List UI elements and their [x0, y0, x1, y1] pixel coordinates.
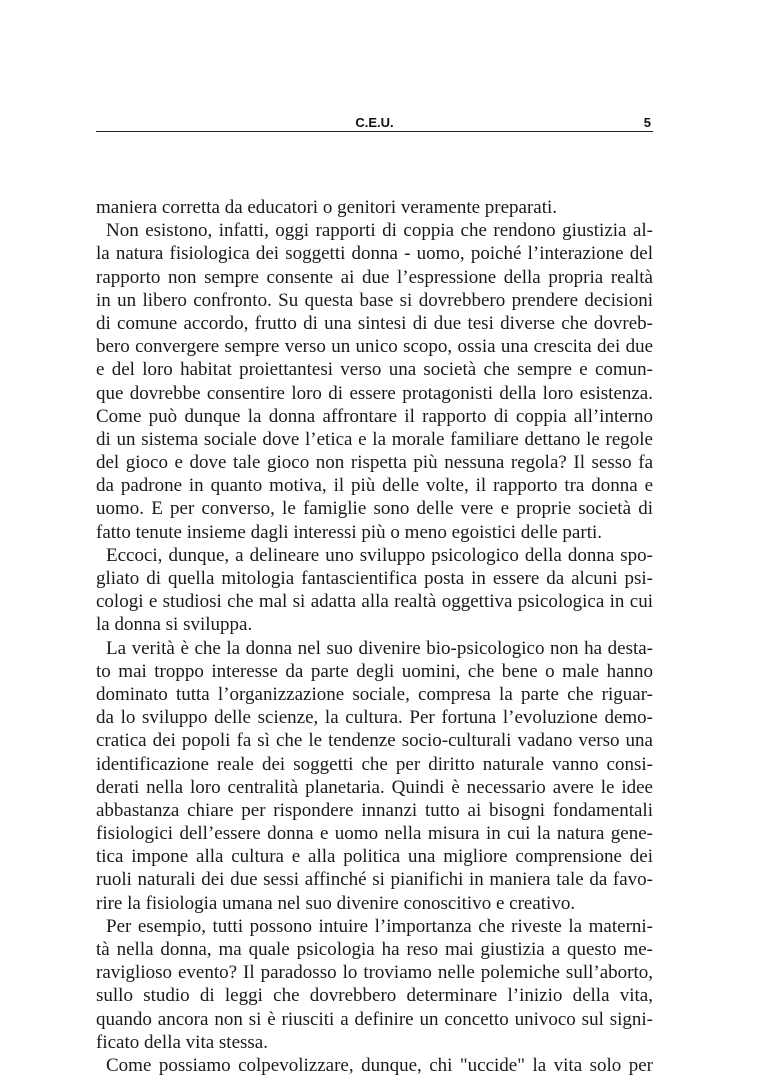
text-line: to mai troppo interesse da parte degli uomini, che bene o male hanno [96, 660, 653, 682]
text-line: Come può dunque la donna affrontare il rapporto di coppia all’interno [96, 405, 653, 427]
running-header [96, 112, 653, 132]
text-line: fatto tenute insieme dagli interessi più o meno egoistici delle parti. [96, 521, 603, 543]
text-line: Non esistono, infatti, oggi rapporti di coppia che rendono giustizia al- [106, 220, 653, 242]
page-number: 5 [643, 115, 651, 130]
text-line: rire la fisiologia umana nel suo divenire conoscitivo e creativo. [96, 892, 576, 914]
text-line: cologi e studiosi che mal si adatta alla realtà oggettiva psicologica in cui [96, 591, 653, 613]
text-line: da lo sviluppo delle scienze, la cultura. Per fortuna l’evoluzione demo- [96, 707, 653, 729]
text-line: ruoli naturali dei due sessi affinché si pianifichi in maniera tale da favo- [96, 869, 653, 891]
text-line: abbastanza chiare per rispondere innanzi tutto ai bisogni fondamentali [96, 799, 653, 821]
text-line: rapporto non sempre consente ai due l’espressione della propria realtà [96, 266, 653, 288]
text-line: raviglioso evento? Il paradosso lo troviamo nelle polemiche sull’aborto, [96, 962, 653, 984]
text-line: sullo studio di leggi che dovrebbero determinare l’inizio della vita, [96, 985, 653, 1007]
text-line: ficato della vita stessa. [96, 1031, 268, 1053]
text-line: in un libero confronto. Su questa base si dovrebbero prendere decisioni [96, 289, 653, 311]
text-line: del gioco e dove tale gioco non rispetta più nessuna regola? Il sesso fa [96, 452, 653, 474]
text-line: bero convergere sempre verso un unico scopo, ossia una crescita dei due [96, 336, 653, 358]
text-line: maniera corretta da educatori o genitori veramente preparati. [96, 197, 558, 218]
body-text [96, 196, 653, 1077]
text-line: la donna si sviluppa. [96, 614, 253, 636]
text-line: da padrone in quanto motiva, il più delle volte, il rapporto tra donna e [96, 475, 653, 497]
text-line: fisiologici dell’essere donna e uomo nella misura in cui la natura gene- [96, 823, 653, 845]
text-line: Per esempio, tutti possono intuire l’importanza che riveste la materni- [106, 915, 653, 937]
text-line: que dovrebbe consentire loro di essere protagonisti della loro esistenza. [96, 382, 653, 404]
text-line: uomo. E per converso, le famiglie sono delle vere e proprie società di [96, 498, 653, 520]
text-line: gliato di quella mitologia fantascientifica posta in essere da alcuni psi- [96, 568, 653, 589]
text-line: tica impone alla cultura e alla politica una migliore comprensione dei [96, 846, 653, 868]
header-rule [96, 131, 653, 132]
text-line: tà nella donna, ma quale psicologia ha reso mai giustizia a questo me- [96, 939, 653, 960]
text-line: Come possiamo colpevolizzare, dunque, chi "uccide" la vita solo per [106, 1054, 653, 1076]
text-line: derati nella loro centralità planetaria. Quindi è necessario avere le idee [96, 776, 653, 798]
text-line: Eccoci, dunque, a delineare uno sviluppo psicologico della donna spo- [106, 544, 653, 566]
text-line: dominato tutta l’organizzazione sociale, compresa la parte che riguar- [96, 683, 653, 705]
text-line: e del loro habitat proiettantesi verso una società che sempre e comun- [96, 359, 653, 381]
text-line: la natura fisiologica dei soggetti donna - uomo, poiché l’interazione del [96, 243, 653, 265]
text-line: di un sistema sociale dove l’etica e la morale familiare dettano le regole [96, 428, 653, 450]
text-line: cratica dei popoli fa sì che le tendenze socio-culturali vadano verso una [96, 730, 653, 752]
header-title: C.E.U. [355, 115, 394, 130]
text-line: identificazione reale dei soggetti che per diritto naturale vanno consi- [96, 753, 653, 775]
text-line: La verità è che la donna nel suo divenire bio-psicologico non ha desta- [106, 637, 653, 659]
text-line: quando ancora non si è riusciti a definire un concetto univoco sul signi- [96, 1008, 653, 1030]
text-line: di comune accordo, frutto di una sintesi di due tesi diverse che dovreb- [96, 312, 653, 334]
